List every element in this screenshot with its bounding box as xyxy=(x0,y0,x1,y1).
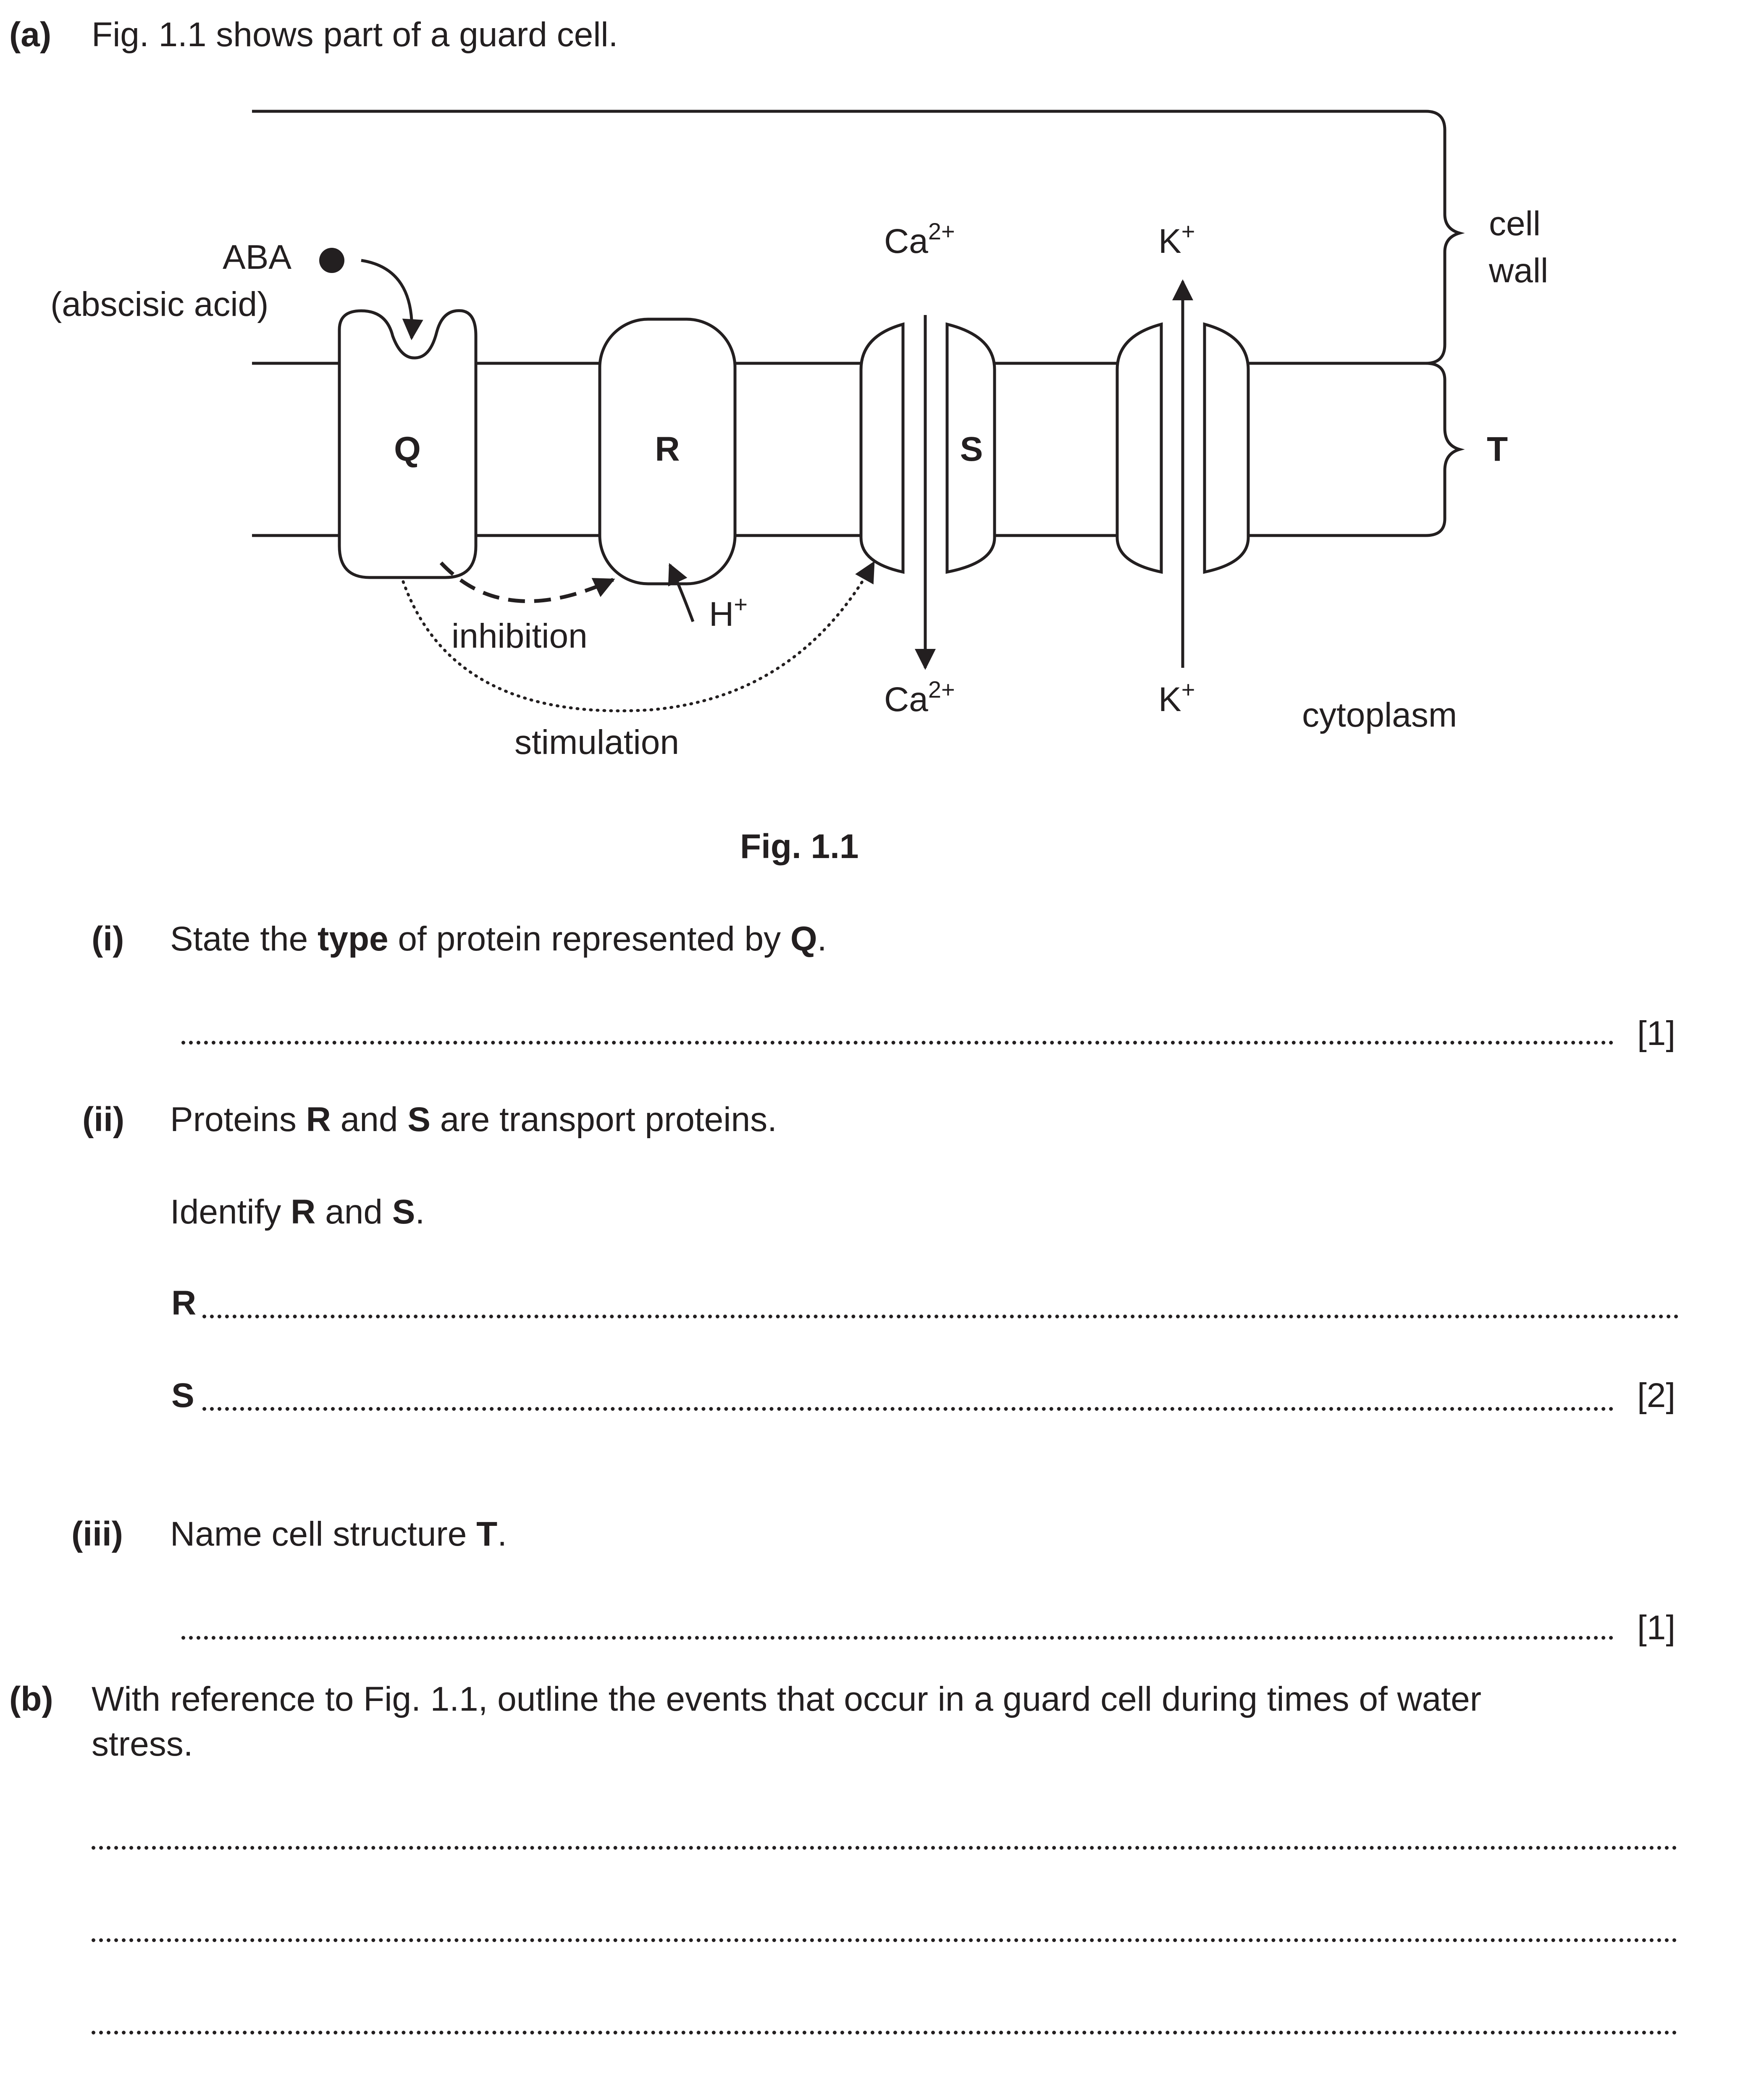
part-b-label: (b) xyxy=(9,1680,53,1718)
question-i-letter: Q xyxy=(790,920,817,958)
question-ii-pre: Proteins xyxy=(170,1100,306,1139)
calcium-top-label: $Ca^{2+}$ xyxy=(884,218,955,260)
figure-caption-text: Fig. 1.1 xyxy=(740,827,859,866)
question-ii-r: R xyxy=(306,1100,331,1139)
question-iii-text xyxy=(170,1517,507,1551)
part-b-line1: With reference to Fig. 1.1, outline the events that occur in a guard cell during times of water xyxy=(92,1680,1482,1718)
identify-end: . xyxy=(415,1193,425,1231)
question-iii-pre: Name cell structure xyxy=(170,1515,477,1553)
protein-q-label: Q xyxy=(394,430,421,468)
structure-t-brace xyxy=(1426,363,1460,536)
answer-line-s[interactable] xyxy=(202,1407,1614,1411)
answer-line-iii[interactable] xyxy=(181,1636,1614,1640)
potassium-top-label: K+ xyxy=(1158,218,1195,260)
aba-molecule-dot xyxy=(319,248,344,273)
question-iii-number: (iii) xyxy=(71,1515,123,1553)
answer-line-b[interactable] xyxy=(92,1846,1677,1850)
identify-r: R xyxy=(291,1193,316,1231)
part-a-label: (a) xyxy=(9,16,52,54)
question-ii-s: S xyxy=(407,1100,430,1139)
channel-s-left-half xyxy=(861,324,903,572)
question-ii-number: (ii) xyxy=(82,1100,125,1139)
question-i-bold: type xyxy=(318,920,388,958)
cell-wall-brace xyxy=(1426,111,1460,363)
structure-t-label: T xyxy=(1487,430,1508,468)
question-iii-letter: T xyxy=(476,1515,498,1553)
question-i-end: . xyxy=(817,920,827,958)
part-b-line2: stress. xyxy=(92,1725,193,1763)
cell-label: cell xyxy=(1489,205,1541,243)
wall-label: wall xyxy=(1489,252,1549,290)
k-channel-right-half xyxy=(1205,324,1248,572)
question-i-mid: of protein represented by xyxy=(388,920,790,958)
part-a-intro: Fig. 1.1 shows part of a guard cell. xyxy=(92,16,618,54)
answer-line-r[interactable] xyxy=(202,1315,1679,1318)
protein-r-label: R xyxy=(655,430,680,468)
answer-line-i[interactable] xyxy=(181,1041,1614,1045)
potassium-bottom-label: K+ xyxy=(1158,676,1195,719)
identify-and: and xyxy=(315,1193,392,1231)
answer-line-b[interactable] xyxy=(92,1938,1677,1942)
identify-s: S xyxy=(392,1193,415,1231)
question-i-text xyxy=(170,922,827,956)
answer-r-label: R xyxy=(171,1284,197,1322)
aba-fullname-label: (abscisic acid) xyxy=(50,285,269,323)
marks-iii: [1] xyxy=(1637,1609,1676,1647)
question-ii-and: and xyxy=(331,1100,408,1139)
answer-s-label: S xyxy=(171,1376,194,1415)
question-ii-line2 xyxy=(170,1195,425,1229)
question-ii-line1 xyxy=(170,1102,777,1137)
k-channel-left-half xyxy=(1117,324,1161,572)
question-i-pre: State the xyxy=(170,920,318,958)
guard-cell-diagram xyxy=(0,0,1764,840)
answer-line-b[interactable] xyxy=(92,2031,1677,2034)
question-iii-end: . xyxy=(497,1515,507,1553)
channel-s-label: S xyxy=(960,430,983,468)
aba-label: ABA xyxy=(223,238,292,276)
calcium-bottom-label: $Ca^{2+}$ xyxy=(884,676,955,719)
inhibition-label: inhibition xyxy=(452,617,588,655)
marks-i: [1] xyxy=(1637,1014,1676,1053)
cytoplasm-label: cytoplasm xyxy=(1302,696,1457,734)
question-i-number: (i) xyxy=(92,920,124,958)
proton-label: H+ xyxy=(709,591,748,633)
question-ii-end: are transport proteins. xyxy=(430,1100,777,1139)
marks-ii: [2] xyxy=(1637,1376,1676,1415)
stimulation-label: stimulation xyxy=(514,723,679,761)
identify-pre: Identify xyxy=(170,1193,291,1231)
